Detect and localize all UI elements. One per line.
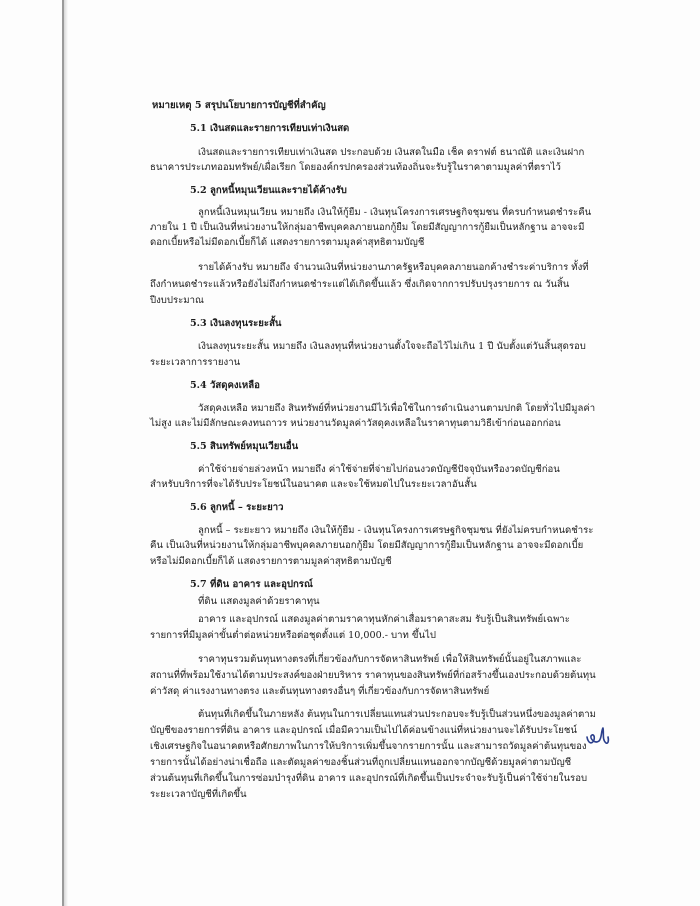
paragraph-line: อาคาร และอุปกรณ์ แสดงมูลค่าตามราคาทุนหักค่าเสื่อมราคาสะสม รับรู้เป็นสินทรัพย์เฉพาะ [198, 614, 570, 625]
paragraph-line: ส่วนต้นทุนที่เกิดขึ้นในการซ่อมบำรุงที่ดิน อาคาร และอุปกรณ์ที่เกิดขึ้นเป็นประจำจะรับรู้เป็นค่าใช้จ่ายในรอบ [150, 773, 588, 784]
paragraph-line: หรือไม่มีดอกเบี้ยก็ได้ แสดงรายการตามมูลค่าสุทธิตามบัญชี [150, 556, 392, 567]
paragraph-line: ภายใน 1 ปี เป็นเงินที่หน่วยงานให้กลุ่มอาชีพบุคคลภายนอกกู้ยืม โดยมีสัญญาการกู้ยืมเป็นหลักฐาน อาจจะมี [150, 222, 585, 233]
paragraph-line: เงินสดและรายการเทียบเท่าเงินสด ประกอบด้วย เงินสดในมือ เช็ค ดราฟต์ ธนาณัติ และเงินฝาก [198, 147, 585, 158]
section-heading-5-3: 5.3 เงินลงทุนระยะสั้น [190, 318, 282, 329]
paragraph-line: เชิงเศรษฐกิจในอนาคตหรือศักยภาพในการให้บริการเพิ่มขึ้นจากรายการนั้น และสามารถวัดมูลค่าต้นทุนของ [150, 741, 587, 752]
section-heading-5-7: 5.7 ที่ดิน อาคาร และอุปกรณ์ [190, 579, 313, 590]
paragraph-line: บัญชีของรายการที่ดิน อาคาร และอุปกรณ์ เมื่อมีความเป็นไปได้ค่อนข้างแน่ที่หน่วยงานจะได้รับประโยชน์ [150, 725, 577, 736]
paragraph-line: ไม่สูง และไม่มีลักษณะคงทนถาวร หน่วยงานวัดมูลค่าวัสดุคงเหลือในราคาทุนตามวิธีเข้าก่อนออกก่อน [150, 418, 561, 429]
paragraph-line: สถานที่ที่พร้อมใช้งานได้ตามประสงค์ของฝ่ายบริหาร ราคาทุนของสินทรัพย์ที่ก่อสร้างขึ้นเองประกอบด้วยต้นทุน [150, 670, 596, 681]
paragraph-line: ลูกหนี้ – ระยะยาว หมายถึง เงินให้กู้ยืม - เงินทุนโครงการเศรษฐกิจชุมชน ที่ยังไม่ครบกำหนดชำระ [198, 525, 594, 536]
paragraph-line: ลูกหนี้เงินหมุนเวียน หมายถึง เงินให้กู้ยืม - เงินทุนโครงการเศรษฐกิจชุมชน ที่ครบกำหนดชำระคืน [198, 207, 592, 218]
paragraph-line: รายได้ค้างรับ หมายถึง จำนวนเงินที่หน่วยงานภาครัฐหรือบุคคลภายนอกค้างชำระค่าบริการ ทั้งที่ [198, 262, 589, 273]
paragraph-line: ที่ดิน แสดงมูลค่าด้วยราคาทุน [198, 596, 320, 607]
paragraph-line: รายการนั้นได้อย่างน่าเชื่อถือ และตัดมูลค่าของชิ้นส่วนที่ถูกเปลี่ยนแทนออกจากบัญชีด้วยมูลค่าตามบัญชี [150, 757, 572, 768]
paragraph-line: รายการที่มีมูลค่าขั้นต่ำต่อหน่วยหรือต่อชุดตั้งแต่ 10,000.- บาท ขึ้นไป [150, 630, 436, 641]
paragraph-line: ราคาทุนรวมต้นทุนทางตรงที่เกี่ยวข้องกับการจัดหาสินทรัพย์ เพื่อให้สินทรัพย์นั้นอยู่ในสภาพและ [198, 654, 582, 665]
section-heading-5-2: 5.2 ลูกหนี้หมุนเวียนและรายได้ค้างรับ [190, 185, 347, 196]
paragraph-line: ระยะเวลาบัญชีที่เกิดขึ้น [150, 789, 247, 800]
paragraph-line: สำหรับบริการที่จะได้รับประโยชน์ในอนาคต และจะใช้หมดไปในระยะเวลาอันสั้น [150, 479, 477, 490]
paragraph-line: ค่าใช้จ่ายจ่ายล่วงหน้า หมายถึง ค่าใช้จ่ายที่จ่ายไปก่อนงวดบัญชีปัจจุบันหรืองวดบัญชีก่อน [198, 464, 560, 475]
paragraph-line: ถึงกำหนดชำระแล้วหรือยังไม่ถึงกำหนดชำระแต่ได้เกิดขึ้นแล้ว ซึ่งเกิดจากการปรับปรุงรายการ ณ วันสิ้น [150, 279, 570, 290]
paragraph-line: วัสดุคงเหลือ หมายถึง สินทรัพย์ที่หน่วยงานมีไว้เพื่อใช้ในการดำเนินงานตามปกติ โดยทั่วไปมีมูลค่า [198, 403, 596, 414]
paragraph-line: คืน เป็นเงินที่หน่วยงานให้กลุ่มอาชีพบุคคลภายนอกกู้ยืม โดยมีสัญญาการกู้ยืมเป็นหลักฐาน อาจจะมีดอกเบี้ย [150, 540, 584, 551]
paragraph-line: ดอกเบี้ยหรือไม่มีดอกเบี้ยก็ได้ แสดงรายการตามมูลค่าสุทธิตามบัญชี [150, 237, 425, 248]
section-heading-5-1: 5.1 เงินสดและรายการเทียบเท่าเงินสด [190, 123, 350, 134]
paragraph-line: ปีงบประมาณ [150, 295, 204, 306]
paragraph-line: เงินลงทุนระยะสั้น หมายถึง เงินลงทุนที่หน่วยงานตั้งใจจะถือไว้ไม่เกิน 1 ปี นับตั้งแต่วันสิ้นสุดรอบ [198, 341, 586, 352]
section-heading-5-4: 5.4 วัสดุคงเหลือ [190, 380, 260, 391]
section-heading-5-6: 5.6 ลูกหนี้ – ระยะยาว [190, 502, 284, 513]
paragraph-line: ต้นทุนที่เกิดขึ้นในภายหลัง ต้นทุนในการเปลี่ยนแทนส่วนประกอบจะรับรู้เป็นส่วนหนึ่งของมูลค่าตาม [198, 709, 596, 720]
note-title: หมายเหตุ 5 สรุปนโยบายการบัญชีที่สำคัญ [152, 100, 326, 111]
handwritten-initial-signature [584, 723, 612, 749]
section-heading-5-5: 5.5 สินทรัพย์หมุนเวียนอื่น [190, 441, 299, 452]
paragraph-line: ธนาคารประเภทออมทรัพย์/เผื่อเรียก โดยองค์กรปกครองส่วนท้องถิ่นจะรับรู้ในราคาตามมูลค่าที่ตราไว้ [150, 162, 561, 173]
paragraph-line: ระยะเวลาการรายงาน [150, 357, 241, 368]
paragraph-line: ค่าวัสดุ ค่าแรงงานทางตรง และต้นทุนทางตรงอื่นๆ ที่เกี่ยวข้องกับการจัดหาสินทรัพย์ [150, 686, 490, 697]
